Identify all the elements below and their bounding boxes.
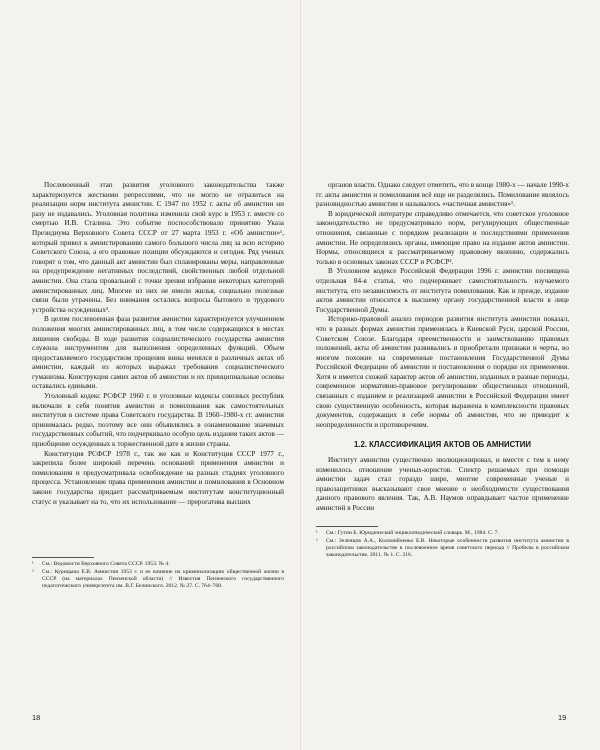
footnotes bbox=[32, 561, 284, 591]
paragraph: Конституция РСФСР 1978 г., так же как и Конституция СССР 1977 г., закрепила более широкий перечень оснований применения амнистии и помилования и предусматривала освобождение на разных стадиях уголовного процесса. Установление права применения амнистии и помилования в Основном законе государства придает рассматриваемым институтам конституционный статус и указывает на то, что их использование — прерогатива высших bbox=[32, 449, 284, 506]
footnote bbox=[32, 561, 284, 568]
footnote-divider bbox=[316, 526, 378, 527]
footnote-number: ² bbox=[32, 569, 34, 576]
footnote-text: См.: Гутин Б. Юридический энциклопедический словарь. М., 1984. С. 7. bbox=[326, 530, 499, 536]
footnote bbox=[316, 530, 569, 537]
paragraph: Институт амнистии существенно эволюционировал, и вместе с тем к нему изменилось отношение ученых-юристов. Спектр решаемых при помощи амнистии задач стал гораздо шире, многие современные ученые и правозащитники высказывают свое мнение о необходимости существования данного правового явления. Так, А.В. Наумов оправдывает частое применение амнистий в России bbox=[316, 456, 569, 512]
section-heading: 1.2. КЛАССИФИКАЦИЯ АКТОВ ОБ АМНИСТИИ bbox=[353, 440, 532, 450]
paragraph: Послевоенный этап развития уголовного законодательства также характеризуется жесткими репрессиями, что не могло не отразиться на реализации норм института амнистии. С 1947 по 1952 г. акты об амнистии ни разу не издавались. Уголовная политика изменила свой курс в 1953 г. вместе со смертью И.В. Сталина. Это событие поспособствовало принятию Указа Президиума Верховного Совета СССР от 27 марта 1953 г. «Об амнистии»¹, который привел к амнистированию самого большого числа лиц за всю историю Советского Союза, а его правовые позиции обсуждаются и сегодня. Ряд ученых говорят о том, что данный акт амнистии был спланированы меры, направленные на предупреждение негативных последствий, свойственных любой отдельной амнистии. Она стала провальной с точки зрения избрания некоторых категорий амнистированных лиц. Многие из них не имели жилья, социально полезные связи были утрачены. Без внимания остались вопросы бытового и трудового устройства осужденных². bbox=[32, 181, 284, 314]
footnote-text: См.: Курицына Е.В. Амнистия 1953 г. и ее влияние на криминализацию общественной жизни в СССР (на материалах Пензенской области) // Известия Пензенского государственного педагогического университета им. В.Г. Белинского. 2012. № 27. С. 764–768. bbox=[42, 569, 284, 590]
footnote-divider bbox=[32, 557, 94, 558]
footnote bbox=[32, 569, 284, 590]
footnote-text: См.: Зеленцов А.А., Коломийченко Е.В. Некоторые особенности развития института амнистии в российском законодательстве в послевоенное время советского периода // Пробелы в российском законодательстве. 2011. № 1. С. 216. bbox=[326, 538, 569, 559]
right-page-body bbox=[316, 181, 569, 514]
paragraph: Уголовный кодекс РСФСР 1960 г. и уголовные кодексы союзных республик включали в себя понятия амнистии и помилования как самостоятельных институтов в системе права Советского государства. В 1960–1980-х гг. амнистия принималась редко, поэтому все они объявлялись в ознаменование значимых государственных событий, что подчеркивало особую цель издания таких актов — приобщение осужденных к торжественной дате в жизни страны. bbox=[32, 392, 284, 449]
footnote-number: ¹ bbox=[32, 561, 34, 567]
page-number: 18 bbox=[32, 713, 41, 722]
paragraph: В Уголовном кодексе Российской Федерации 1996 г. амнистии посвящена отдельная 84-я статья, что подчеркивает самостоятельность изучаемого института, его независимость от института помилования. Как и прежде, издание актов амнистии относится к высшему органу государственной власти в лице Государственной Думы. bbox=[316, 267, 569, 314]
left-page-body bbox=[32, 181, 284, 507]
footnotes bbox=[316, 530, 569, 560]
right-page bbox=[300, 0, 600, 750]
footnote-number: ¹ bbox=[316, 530, 318, 536]
page-number: 19 bbox=[558, 713, 567, 722]
footnote-number: ² bbox=[316, 538, 318, 545]
paragraph: В целом послевоенная фаза развития амнистии характеризуется улучшением положения многих амнистированных лиц, в том числе содержащихся в местах лишения свободы. В ходе развития социалистического государства амнистия служила инструментом для выполнения определенных функций. Объем предоставляемого государством прощения вины менялся в различных актах об амнистии, каждый из которых выражал требования социалистического гуманизма. Конструкция самих актов об амнистии и их принципиальные основы оставались едиными. bbox=[32, 315, 284, 391]
footnote bbox=[316, 538, 569, 559]
paragraph: органов власти. Однако следует отметить, что в конце 1980-х — начале 1990-х гг. акты амнистии и помилования всё еще не разделялись. Помилование являлось разновидностью амнистии и называлось «частичная амнистия»¹. bbox=[316, 181, 569, 209]
paragraph: Историко-правовой анализ периодов развития института амнистии показал, что в разных формах амнистия применялась в Киевской Руси, царской России, Советском Союзе. Благодаря преемственности и заимствованию правовых положений, акты об амнистии развивались и приобретали признаки и черты, во многом похожие на современные постановления Государственной Думы Российской Федерации об амнистии и постановления о порядке их применения. Хотя и имеется схожий характер актов об амнистии, изданных в разные периоды, современное нормативно-правовое регулирование общественных отношений, связанных с изданием и реализацией амнистии в Российской Федерации имеет свою существенную особенность, которая выражена в комплексности правовых документов, содержащих в себе нормы об амнистии, что не приводит к неопределенности и противоречиям. bbox=[316, 315, 569, 429]
footnote-text: См.: Ведомости Верховного Совета СССР. 1953. № 4. bbox=[42, 561, 170, 567]
paragraph: В юридической литературе справедливо отмечается, что советское уголовное законодательство не предусматривало норм, регулирующих общественные отношения, связанные с порядком реализации и последствиями применения амнистии. Не определялись органы, имеющие право на издание актов амнистии. Нормы, относящиеся к рассматриваемому правовому явлению, содержались только в основных законах СССР и РСФСР². bbox=[316, 209, 569, 266]
